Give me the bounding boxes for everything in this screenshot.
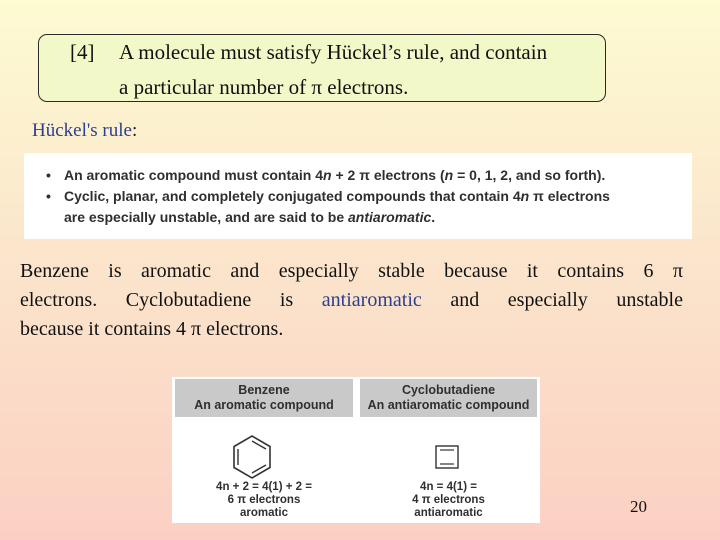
huckel-rule-list (24, 165, 610, 228)
rule-bullet-1-text-c: = 0, 1, 2, and so forth). (453, 167, 606, 183)
paragraph-line-2-b: and especially unstable (421, 289, 683, 311)
cyclobutadiene-classification: antiaromatic (414, 507, 483, 519)
huckel-rule-box (24, 153, 692, 239)
paragraph-line-3: because it contains 4 π electrons. (20, 318, 284, 340)
huckel-rule-label (32, 120, 137, 142)
paragraph-line-1: Benzene is aromatic and especially stable because it contains 6 π (20, 260, 683, 282)
cyclobutadiene-name: Cyclobutadiene (401, 383, 496, 397)
molecule-comparison-panel (172, 377, 540, 523)
paragraph-antiaromatic-term: antiaromatic (321, 289, 422, 311)
rule-bullet-1-text-a: An aromatic compound must contain 4 (64, 167, 324, 183)
benzene-header (175, 379, 353, 417)
benzene-formula: 4n + 2 = 4(1) + 2 = (216, 481, 312, 493)
benzene-caption (175, 481, 353, 520)
cyclobutadiene-caption (360, 481, 537, 520)
rule-bullet-1-text-b: + 2 π electrons ( (331, 167, 445, 183)
explanation-paragraph (20, 257, 683, 344)
rule-bullet-2-text-a: Cyclic, planar, and completely conjugated compounds that contain 4 (64, 188, 521, 204)
cyclobutadiene-structure-icon (434, 444, 460, 470)
rule-bullet-1-n: n (323, 167, 332, 183)
benzene-classification: aromatic (240, 507, 288, 519)
cyclobutadiene-formula: 4n = 4(1) = (420, 481, 477, 493)
page-number: 20 (630, 497, 647, 516)
benzene-structure-icon (227, 432, 277, 482)
title-line-1: A molecule must satisfy Hückel’s rule, and contain (119, 40, 548, 64)
cyclobutadiene-description: An antiaromatic compound (367, 398, 530, 412)
rule-bullet-2-text-c: are especially unstable, and are said to be (64, 209, 349, 225)
rule-bullet-1-n2: n (444, 167, 454, 183)
cyclobutadiene-electron-count: 4 π electrons (412, 494, 485, 506)
benzene-name: Benzene (238, 383, 290, 397)
rule-bullet-2-text-b: π electrons (529, 188, 610, 204)
paragraph-line-2-a: electrons. Cyclobutadiene is (20, 289, 322, 311)
rule-bullet-2-antiaromatic: antiaromatic (348, 209, 432, 225)
title-line-2: a particular number of π electrons. (119, 75, 409, 99)
title-number: [4] (70, 40, 95, 64)
benzene-electron-count: 6 π electrons (227, 494, 301, 506)
rule-bullet-2-text-d: . (431, 209, 436, 225)
paragraph-line-2 (20, 286, 683, 315)
benzene-description: An aromatic compound (194, 398, 334, 412)
huckel-rule-label-text: Hückel's rule (32, 120, 132, 141)
rule-bullet-antiaromatic (64, 186, 610, 228)
cyclobutadiene-header (360, 379, 537, 417)
rule-bullet-2-n: n (520, 188, 530, 204)
rule-bullet-aromatic (64, 165, 610, 186)
huckel-rule-label-colon: : (131, 120, 138, 141)
